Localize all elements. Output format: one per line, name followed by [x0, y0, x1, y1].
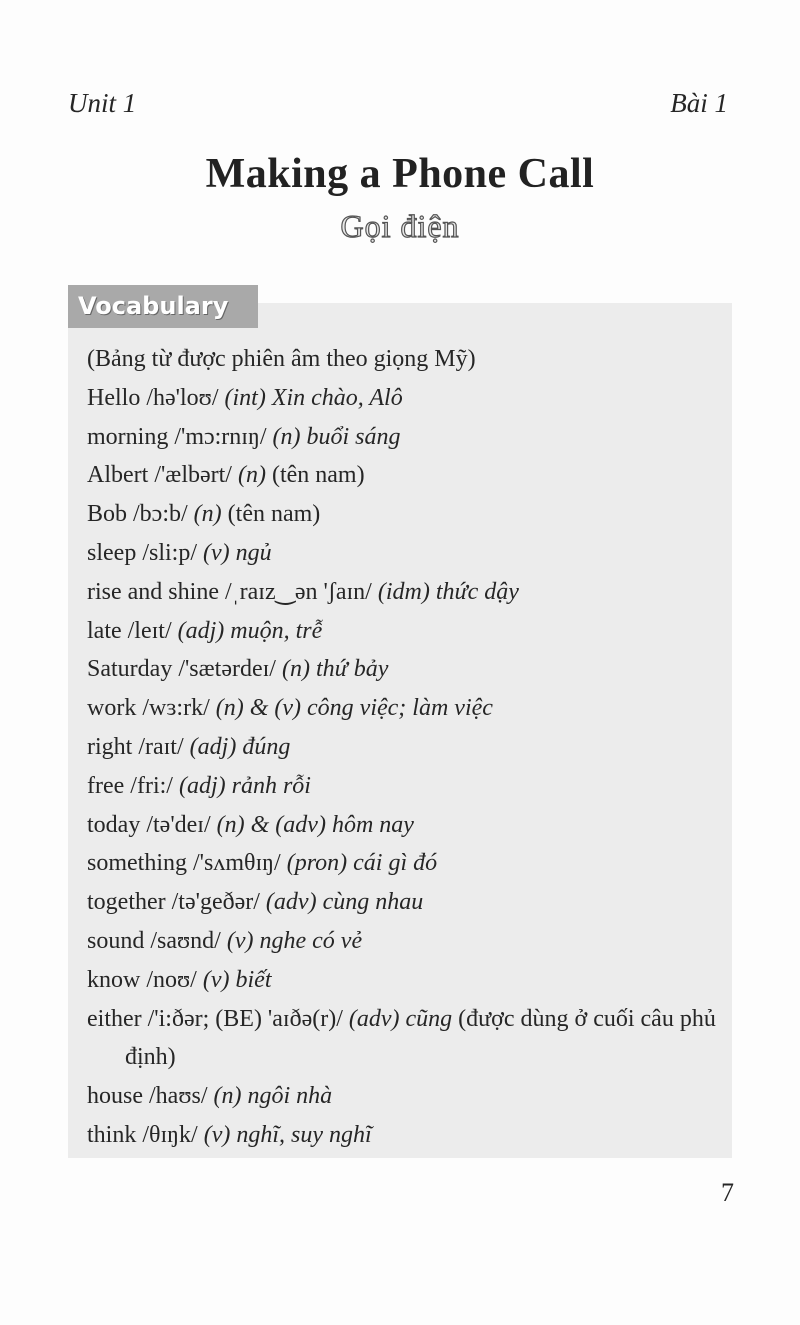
entry-pos: (n) — [213, 1083, 242, 1110]
entry-word: Bob — [87, 501, 128, 528]
entry-ipa: /raɪt/ — [138, 733, 184, 760]
vocabulary-entry — [87, 961, 727, 1000]
entry-word: morning — [87, 423, 169, 450]
entry-pos: (v) — [203, 539, 230, 566]
entry-note: (được dùng ở cuối câu phủ định) — [125, 1005, 716, 1071]
entry-word: Hello — [87, 384, 141, 411]
vocabulary-section-label: Vocabulary — [68, 285, 258, 328]
vocabulary-entry — [87, 844, 727, 883]
entry-word: rise and shine — [87, 578, 219, 605]
entry-word: Saturday — [87, 656, 173, 683]
entry-word: free — [87, 772, 125, 799]
entry-ipa: /θɪŋk/ — [142, 1121, 198, 1148]
vocabulary-entry — [87, 495, 727, 534]
entry-meaning: cùng nhau — [322, 889, 424, 916]
vocabulary-entry — [87, 573, 727, 612]
entry-word: sound — [87, 927, 145, 954]
entry-ipa: /haʊs/ — [149, 1083, 208, 1110]
entry-meaning: nghĩ, suy nghĩ — [236, 1121, 372, 1148]
entry-meaning: biết — [235, 966, 272, 993]
entry-pos: (adj) — [189, 733, 237, 760]
vocabulary-entry — [87, 1000, 727, 1078]
entry-pos: (adv) — [348, 1005, 400, 1032]
entry-pos: (v) — [203, 1121, 231, 1148]
vocabulary-entry — [87, 534, 727, 573]
entry-meaning: thức dậy — [435, 578, 519, 605]
vocabulary-entry — [87, 922, 727, 961]
entry-word: know — [87, 966, 141, 993]
page-subtitle: Gọi điện — [340, 208, 460, 244]
vocabulary-entry — [87, 767, 727, 806]
entry-meaning: đúng — [242, 733, 291, 760]
entry-pos: (adj) — [178, 772, 226, 799]
entry-meaning: ngủ — [235, 539, 272, 566]
entry-meaning: buổi sáng — [306, 423, 401, 450]
entry-meaning: rảnh rỗi — [231, 772, 311, 799]
entry-meaning: cũng — [405, 1005, 453, 1032]
entry-word: house — [87, 1083, 143, 1110]
entry-note: (tên nam) — [271, 462, 365, 489]
unit-label: Unit 1 — [68, 88, 137, 118]
vocabulary-entry — [87, 806, 727, 845]
entry-word: together — [87, 889, 166, 916]
vocabulary-entry — [87, 612, 727, 651]
entry-pos: (int) — [224, 384, 266, 411]
entry-ipa: /'i:ðər; (BE) 'aɪðə(r)/ — [147, 1005, 343, 1032]
entry-ipa: /tə'deɪ/ — [146, 811, 211, 838]
entry-meaning: hôm nay — [331, 811, 414, 838]
vocabulary-entry — [87, 456, 727, 495]
entry-meaning: thứ bảy — [315, 656, 389, 683]
vocabulary-entry — [87, 418, 727, 457]
entry-note: (tên nam) — [227, 501, 321, 528]
lesson-label: Bài 1 — [670, 88, 728, 118]
entry-word: Albert — [87, 462, 149, 489]
entry-ipa: /fri:/ — [130, 772, 173, 799]
entry-pos: (v) — [226, 927, 254, 954]
entry-meaning: công việc; làm việc — [307, 695, 493, 722]
entry-ipa: /leɪt/ — [127, 617, 172, 644]
entry-pos: (n) — [193, 501, 222, 528]
entry-pos: (n) — [272, 423, 301, 450]
entry-pos: (n) & (adv) — [216, 811, 326, 838]
entry-ipa: /bɔ:b/ — [133, 501, 188, 528]
entry-word: late — [87, 617, 122, 644]
entry-pos: (v) — [202, 966, 230, 993]
entry-ipa: /tə'geðər/ — [171, 889, 260, 916]
entry-ipa: /'mɔ:rnɪŋ/ — [174, 423, 267, 450]
vocabulary-entry — [87, 379, 727, 418]
entry-word: sleep — [87, 539, 137, 566]
entry-pos: (n) — [237, 462, 266, 489]
entry-meaning: nghe có vẻ — [259, 927, 363, 954]
entry-ipa: /'ælbərt/ — [154, 462, 232, 489]
entry-ipa: /'sʌmθɪŋ/ — [193, 850, 281, 877]
entry-pos: (idm) — [377, 578, 430, 605]
entry-ipa: /ˌraɪz‿ən 'ʃaɪn/ — [224, 578, 372, 605]
entry-ipa: /saʊnd/ — [150, 927, 221, 954]
vocabulary-entry — [87, 689, 727, 728]
entry-word: right — [87, 733, 133, 760]
entry-ipa: /wɜ:rk/ — [142, 695, 210, 722]
vocabulary-intro: (Bảng từ được phiên âm theo giọng Mỹ) — [87, 346, 476, 372]
entry-meaning: cái gì đó — [353, 850, 438, 877]
entry-meaning: ngôi nhà — [247, 1083, 333, 1110]
entry-word: either — [87, 1005, 142, 1032]
entry-pos: (adj) — [177, 617, 225, 644]
entry-ipa: /noʊ/ — [146, 966, 197, 993]
entry-ipa: /'sætərdeɪ/ — [178, 656, 276, 683]
vocabulary-entry — [87, 1077, 727, 1116]
entry-pos: (n) & (v) — [215, 695, 302, 722]
vocabulary-entry — [87, 1116, 727, 1155]
entry-meaning: muộn, trễ — [230, 617, 323, 644]
entry-word: something — [87, 850, 187, 877]
entry-ipa: /hə'loʊ/ — [146, 384, 219, 411]
entry-word: work — [87, 695, 137, 722]
entry-pos: (n) — [281, 656, 310, 683]
entry-word: today — [87, 811, 141, 838]
vocabulary-list — [87, 340, 727, 1155]
vocabulary-entry — [87, 650, 727, 689]
page-number: 7 — [721, 1178, 734, 1207]
entry-ipa: /sli:p/ — [142, 539, 197, 566]
entry-pos: (adv) — [265, 889, 317, 916]
vocabulary-entry — [87, 883, 727, 922]
vocabulary-entry — [87, 728, 727, 767]
entry-meaning: Xin chào, Alô — [271, 384, 403, 411]
page-title: Making a Phone Call — [205, 151, 595, 197]
entry-word: think — [87, 1121, 137, 1148]
entry-pos: (pron) — [286, 850, 348, 877]
